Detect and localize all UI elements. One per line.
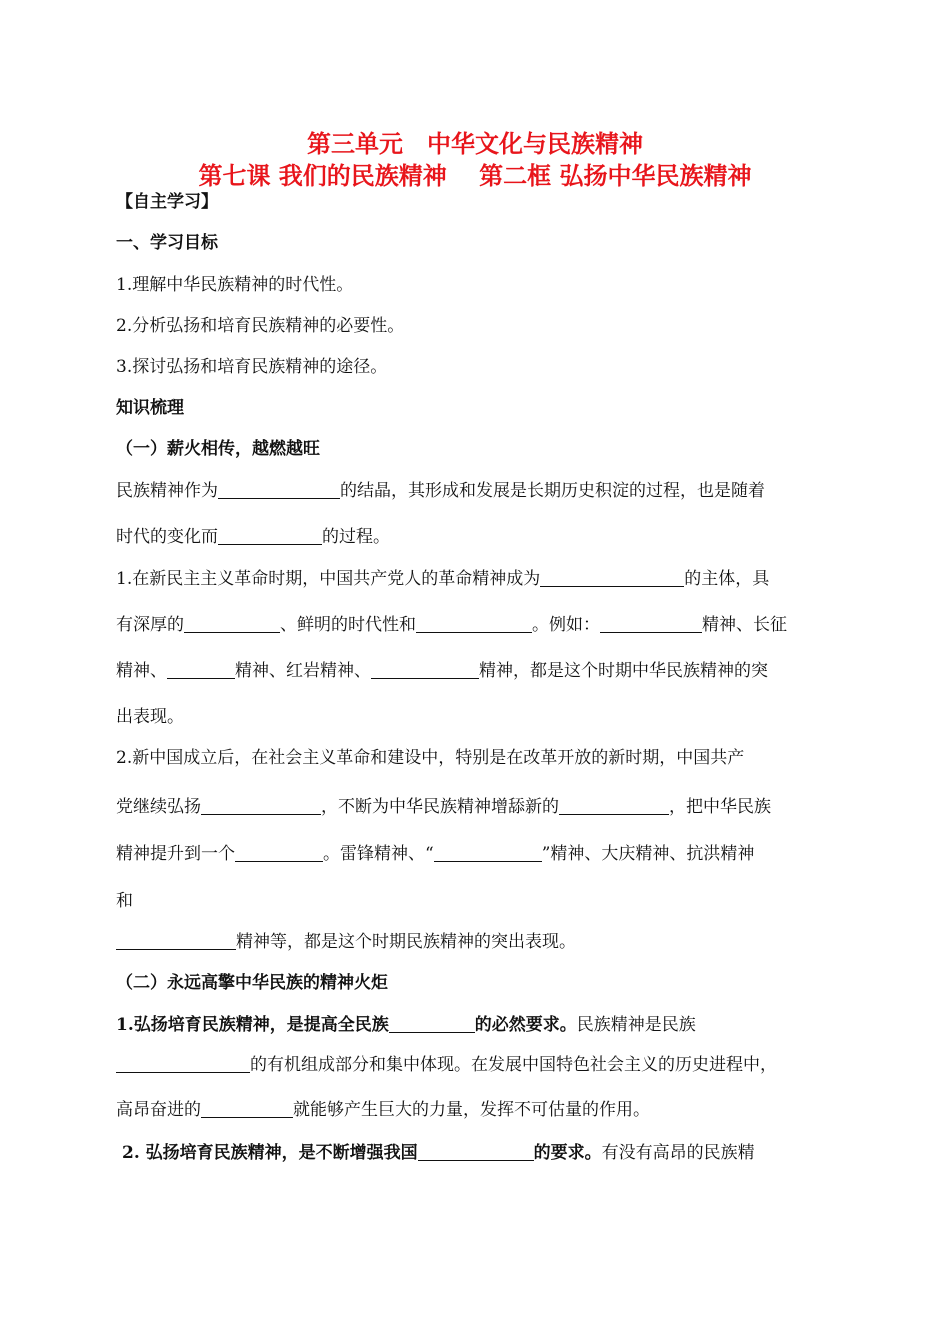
text: 有深厚的 [116, 615, 184, 635]
paragraph-line [116, 841, 846, 867]
paragraph-line [116, 1012, 846, 1038]
goals-heading: 一、学习目标 [116, 233, 218, 253]
part1-heading: （一）薪火相传，越燃越旺 [116, 439, 320, 459]
fill-blank[interactable] [416, 614, 532, 633]
text: 精神、长征 [702, 615, 787, 635]
paragraph-line [116, 524, 846, 550]
paragraph-line [116, 888, 846, 914]
paragraph-line [116, 612, 846, 638]
fill-blank[interactable] [218, 480, 340, 499]
fill-blank[interactable] [418, 1142, 534, 1161]
fill-blank[interactable] [201, 1099, 293, 1118]
text: 和 [116, 891, 133, 911]
text: 的结晶，其形成和发展是长期历史积淀的过程，也是随着 [340, 481, 765, 501]
unit-title: 第三单元 中华文化与民族精神 [307, 129, 643, 158]
paragraph-line [116, 1097, 846, 1123]
fill-blank[interactable] [371, 660, 479, 679]
paragraph-line [122, 1140, 852, 1166]
section-self-study: 【自主学习】 [116, 192, 218, 212]
text: 精神、 [116, 661, 167, 681]
paragraph-line [116, 929, 846, 955]
fill-blank[interactable] [389, 1014, 475, 1033]
text: 党继续弘扬 [116, 797, 201, 817]
fill-blank[interactable] [167, 660, 235, 679]
text: 的过程。 [322, 527, 390, 547]
fill-blank[interactable] [600, 614, 702, 633]
fill-blank[interactable] [116, 1054, 250, 1073]
text: 的有机组成部分和集中体现。在发展中国特色社会主义的历史进程中， [250, 1055, 777, 1075]
text: 出表现。 [116, 707, 184, 727]
text: ，把中华民族 [669, 797, 771, 817]
fill-blank[interactable] [184, 614, 280, 633]
goal-item-3: 3.探讨弘扬和培育民族精神的途径。 [116, 357, 388, 377]
knowledge-heading: 知识梳理 [116, 398, 184, 418]
fill-blank[interactable] [559, 796, 669, 815]
text: 1.弘扬培育民族精神，是提高全民族 [116, 1015, 389, 1035]
text: 、鲜明的时代性和 [280, 615, 416, 635]
paragraph-line [116, 794, 846, 820]
paragraph-line [116, 745, 846, 771]
paragraph-line [116, 658, 846, 684]
text: 的要求。 [533, 1143, 602, 1163]
text: 时代的变化而 [116, 527, 218, 547]
fill-blank[interactable] [218, 526, 322, 545]
paragraph-line [116, 478, 846, 504]
text: 精神，都是这个时期中华民族精神的突 [479, 661, 768, 681]
goal-item-1: 1.理解中华民族精神的时代性。 [116, 275, 354, 295]
text: 。雷锋精神、“ [323, 844, 434, 864]
fill-blank[interactable] [235, 843, 323, 862]
fill-blank[interactable] [201, 796, 321, 815]
paragraph-line [116, 1052, 846, 1078]
text: 精神等，都是这个时期民族精神的突出表现。 [236, 932, 576, 952]
text: 精神、红岩精神、 [235, 661, 371, 681]
text: 2. 弘扬培育民族精神，是不断增强我国 [122, 1143, 418, 1163]
fill-blank[interactable] [540, 568, 684, 587]
paragraph-line [116, 704, 846, 730]
text: 民族精神作为 [116, 481, 218, 501]
text: 的主体，具 [684, 569, 770, 589]
text: 有没有高昂的民族精 [601, 1143, 755, 1163]
goal-item-2: 2.分析弘扬和培育民族精神的必要性。 [116, 316, 405, 336]
text: 民族精神是民族 [576, 1015, 696, 1035]
text: 2.新中国成立后，在社会主义革命和建设中，特别是在改革开放的新时期，中国共产 [116, 748, 745, 768]
text: 高昂奋进的 [116, 1100, 201, 1120]
lesson-title: 第七课 我们的民族精神 第二框 弘扬中华民族精神 [198, 161, 752, 190]
text: ，不断为中华民族精神增舔新的 [321, 797, 559, 817]
fill-blank[interactable] [434, 843, 542, 862]
text: 。例如： [532, 615, 600, 635]
text: ”精神、大庆精神、抗洪精神 [541, 844, 755, 864]
text: 精神提升到一个 [116, 844, 235, 864]
text: 1.在新民主主义革命时期，中国共产党人的革命精神成为 [116, 569, 541, 589]
part2-heading: （二）永远高擎中华民族的精神火炬 [116, 973, 388, 993]
text: 的必然要求。 [474, 1015, 577, 1035]
paragraph-line [116, 566, 846, 592]
text: 就能够产生巨大的力量，发挥不可估量的作用。 [293, 1100, 650, 1120]
fill-blank[interactable] [116, 931, 236, 950]
